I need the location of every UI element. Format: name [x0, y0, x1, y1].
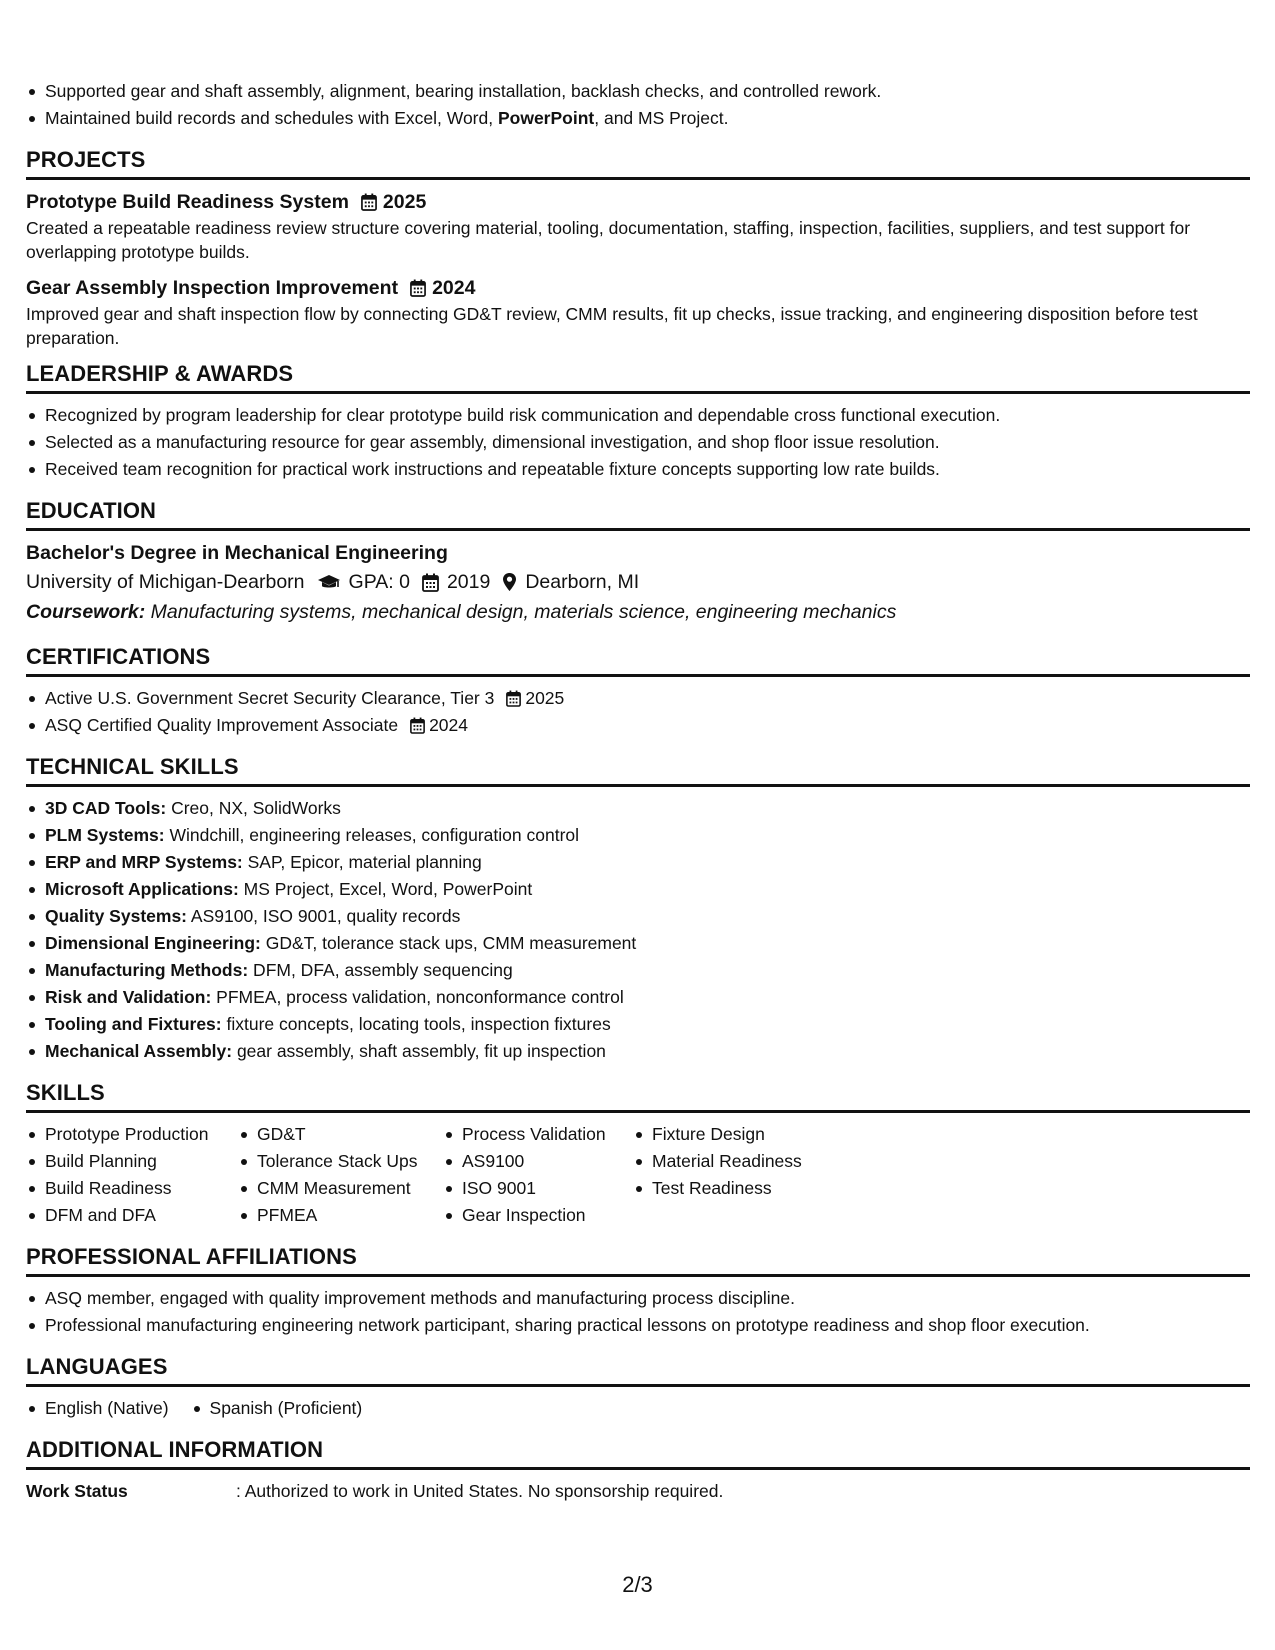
list-item	[26, 957, 1250, 984]
technical-skills-list	[26, 795, 1250, 1065]
bullet-text: PowerPoint	[497, 108, 595, 128]
skill-category: Tooling and Fixtures:	[45, 1014, 222, 1034]
list-item	[26, 984, 1250, 1011]
certification-year: 2025	[525, 688, 565, 708]
skills-column	[26, 1121, 216, 1229]
skill-category: ERP and MRP Systems:	[45, 852, 243, 872]
skill-values: SAP, Epicor, material planning	[242, 852, 482, 872]
list-item: Received team recognition for practical work instructions and repeatable fixture concepts supporting low rate builds.	[26, 456, 1250, 483]
bullet-text: , and MS Project.	[594, 108, 729, 128]
skill-values: DFM, DFA, assembly sequencing	[248, 960, 513, 980]
calendar-icon	[422, 573, 439, 592]
section-rule	[26, 1274, 1250, 1277]
list-item: Spanish (Proficient)	[191, 1395, 363, 1422]
projects-list	[26, 188, 1250, 350]
list-item	[26, 822, 1250, 849]
skill-values: Creo, NX, SolidWorks	[166, 798, 341, 818]
page-number: 2/3	[622, 1572, 653, 1597]
skills-column	[443, 1121, 611, 1229]
languages-section	[26, 1353, 1250, 1422]
coursework-text: Manufacturing systems, mechanical design, materials science, engineering mechanics	[145, 601, 897, 623]
project-name: Prototype Build Readiness System	[26, 191, 349, 213]
graduation-year: 2019	[446, 571, 491, 593]
list-item: Professional manufacturing engineering network participant, sharing practical lessons on prototype readiness and shop floor execution.	[26, 1312, 1250, 1339]
section-rule	[26, 1384, 1250, 1387]
work-status-label: Work Status	[26, 1481, 128, 1501]
list-item: Material Readiness	[633, 1148, 802, 1175]
certification-line	[45, 712, 468, 739]
section-title-affiliations: PROFESSIONAL AFFILIATIONS	[26, 1244, 357, 1269]
degree-title: Bachelor's Degree in Mechanical Engineering	[26, 542, 448, 564]
technical-skills-section	[26, 753, 1250, 1065]
certification-year: 2024	[429, 715, 468, 735]
skill-category: Risk and Validation:	[45, 987, 212, 1007]
list-item	[26, 876, 1250, 903]
list-item	[26, 685, 1250, 712]
skill-category: 3D CAD Tools:	[45, 798, 167, 818]
skill-values: GD&T, tolerance stack ups, CMM measurement	[260, 933, 637, 953]
project-title	[26, 188, 1250, 216]
education-details	[26, 567, 1250, 597]
certifications-list	[26, 685, 1250, 739]
list-item: Test Readiness	[633, 1175, 802, 1202]
school-location: Dearborn, MI	[525, 571, 640, 593]
section-title-education: EDUCATION	[26, 498, 157, 523]
bullet-text: Supported gear and shaft assembly, alignment, bearing installation, backlash checks, and controlled rework.	[45, 81, 882, 101]
skills-column	[238, 1121, 421, 1229]
leadership-section	[26, 360, 1250, 483]
skill-values: gear assembly, shaft assembly, fit up inspection	[232, 1041, 606, 1061]
list-item: DFM and DFA	[26, 1202, 216, 1229]
coursework-label: Coursework:	[26, 601, 146, 623]
skill-category: Manufacturing Methods:	[45, 960, 249, 980]
skill-values: fixture concepts, locating tools, inspection fixtures	[221, 1014, 611, 1034]
list-item	[26, 930, 1250, 957]
list-item	[26, 795, 1250, 822]
skill-category: Quality Systems:	[45, 906, 187, 926]
skill-values: PFMEA, process validation, nonconformance control	[211, 987, 624, 1007]
resume-page	[26, 78, 1250, 1505]
affiliations-list	[26, 1285, 1250, 1339]
list-item: Selected as a manufacturing resource for gear assembly, dimensional investigation, and shop floor issue resolution.	[26, 429, 1250, 456]
skill-values: Windchill, engineering releases, configuration control	[164, 825, 580, 845]
work-status-row	[26, 1478, 1250, 1505]
list-item	[26, 849, 1250, 876]
leadership-list	[26, 402, 1250, 483]
calendar-icon	[361, 193, 377, 211]
project-year: 2024	[432, 277, 476, 299]
list-item: ISO 9001	[443, 1175, 611, 1202]
affiliations-section	[26, 1243, 1250, 1339]
section-rule	[26, 674, 1250, 677]
list-item	[26, 78, 1250, 105]
calendar-icon	[410, 279, 426, 297]
experience-bullets	[26, 78, 1250, 132]
section-title-additional-info: ADDITIONAL INFORMATION	[26, 1437, 324, 1462]
skills-section	[26, 1079, 1250, 1229]
skill-category: Dimensional Engineering:	[45, 933, 261, 953]
section-rule	[26, 391, 1250, 394]
list-item: Prototype Production	[26, 1121, 216, 1148]
list-item	[26, 1011, 1250, 1038]
section-rule	[26, 1110, 1250, 1113]
skill-category: Microsoft Applications:	[45, 879, 239, 899]
list-item: Tolerance Stack Ups	[238, 1148, 421, 1175]
map-pin-icon	[502, 572, 517, 592]
project-description: Created a repeatable readiness review structure covering material, tooling, documentation, staffing, inspection, facilities, suppliers, and test support for overlapping prototype builds.	[26, 218, 1191, 262]
calendar-icon	[506, 690, 521, 707]
skill-values: MS Project, Excel, Word, PowerPoint	[238, 879, 533, 899]
list-item: Recognized by program leadership for clear prototype build risk communication and dependable cross functional execution.	[26, 402, 1250, 429]
section-rule	[26, 528, 1250, 531]
list-item: Process Validation	[443, 1121, 611, 1148]
section-rule	[26, 1467, 1250, 1470]
projects-section	[26, 146, 1250, 350]
section-rule	[26, 784, 1250, 787]
education-section	[26, 497, 1250, 627]
section-title-certifications: CERTIFICATIONS	[26, 644, 211, 669]
section-title-languages: LANGUAGES	[26, 1354, 168, 1379]
list-item	[26, 1038, 1250, 1065]
work-status-value: : Authorized to work in United States. No sponsorship required.	[236, 1481, 724, 1501]
certification-line	[45, 685, 564, 712]
list-item	[26, 712, 1250, 739]
project-title	[26, 274, 1250, 302]
coursework	[26, 597, 1250, 627]
list-item: Build Readiness	[26, 1175, 216, 1202]
list-item: Build Planning	[26, 1148, 216, 1175]
graduation-cap-icon	[317, 573, 341, 591]
section-title-technical-skills: TECHNICAL SKILLS	[26, 754, 239, 779]
project-year: 2025	[382, 191, 427, 213]
skill-category: PLM Systems:	[45, 825, 165, 845]
skills-column	[633, 1121, 802, 1229]
list-item: AS9100	[443, 1148, 611, 1175]
certification-name: ASQ Certified Quality Improvement Associate	[45, 715, 399, 735]
additional-info-section	[26, 1436, 1250, 1505]
school-name: University of Michigan-Dearborn	[26, 571, 305, 593]
list-item: PFMEA	[238, 1202, 421, 1229]
gpa: GPA: 0	[348, 571, 410, 593]
calendar-icon	[410, 717, 425, 734]
list-item: CMM Measurement	[238, 1175, 421, 1202]
section-title-skills: SKILLS	[26, 1080, 105, 1105]
list-item: Gear Inspection	[443, 1202, 611, 1229]
section-rule	[26, 177, 1250, 180]
skill-values: AS9100, ISO 9001, quality records	[187, 906, 461, 926]
certification-name: Active U.S. Government Secret Security Clearance, Tier 3	[45, 688, 495, 708]
list-item: English (Native)	[26, 1395, 169, 1422]
section-title-leadership: LEADERSHIP & AWARDS	[26, 361, 294, 386]
project-description: Improved gear and shaft inspection flow by connecting GD&T review, CMM results, fit up checks, issue tracking, and engineering disposition before test preparation.	[26, 304, 1198, 348]
skill-category: Mechanical Assembly:	[45, 1041, 233, 1061]
languages-list	[26, 1395, 1250, 1422]
skills-columns	[26, 1121, 1250, 1229]
certifications-section	[26, 643, 1250, 739]
list-item: ASQ member, engaged with quality improvement methods and manufacturing process discipline.	[26, 1285, 1250, 1312]
list-item	[26, 903, 1250, 930]
list-item: GD&T	[238, 1121, 421, 1148]
list-item	[26, 105, 1250, 132]
project-name: Gear Assembly Inspection Improvement	[26, 277, 399, 299]
section-title-projects: PROJECTS	[26, 147, 146, 172]
list-item: Fixture Design	[633, 1121, 802, 1148]
bullet-text: Maintained build records and schedules with Excel, Word,	[45, 108, 498, 128]
